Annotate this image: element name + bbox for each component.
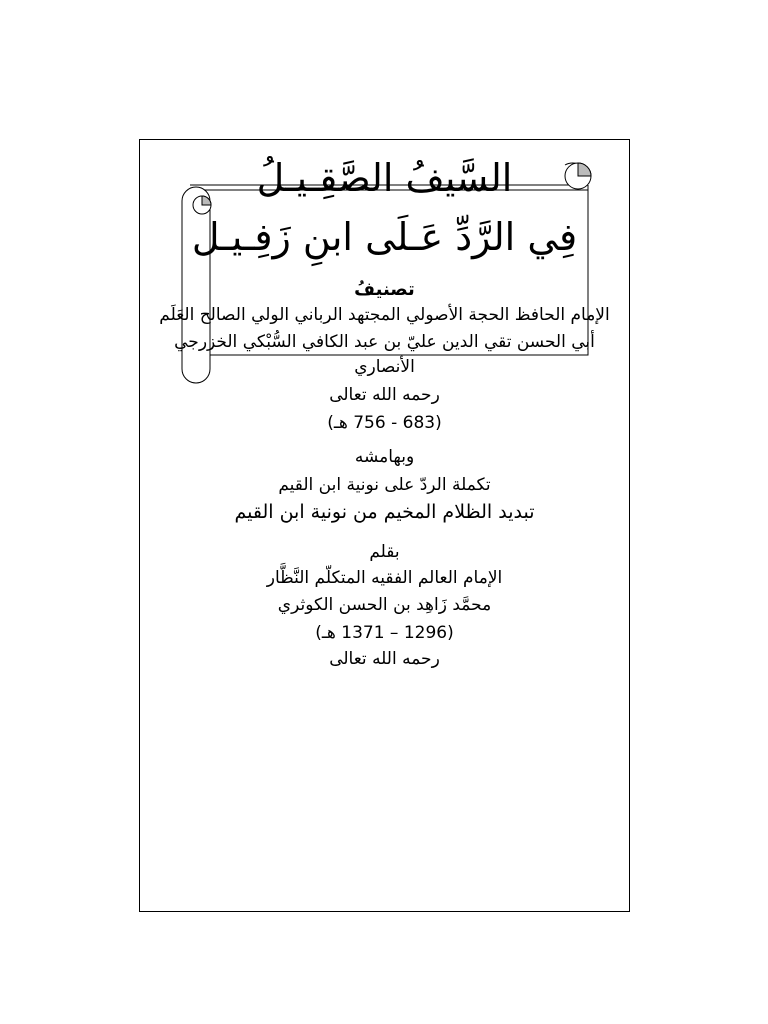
- book-title-line1: السَّيفُ الصَّقِـيـلُ: [256, 156, 513, 200]
- margin-label: وبهامشه: [354, 447, 415, 467]
- margin-work1: تكملة الردّ على نونية ابن القيم: [278, 475, 491, 495]
- margin-work2: تبديد الظلام المخيم من نونية ابن القيم: [234, 501, 535, 523]
- commentator-line2: محمَّد زَاهِد بن الحسن الكوثري: [277, 595, 492, 615]
- commentator-prayer: رحمه الله تعالى: [329, 649, 440, 669]
- book-title-line2: فِي الرَّدِّ عَـلَى ابنِ زَفِـيـل: [191, 215, 578, 259]
- author-line1: الإمام الحافظ الحجة الأصولي المجتهد الرباني الولي الصالح العَلَم: [159, 305, 610, 325]
- commentator-line1: الإمام العالم الفقيه المتكلّم النَّظَّار: [266, 568, 503, 588]
- commentator-label: بقلم: [369, 542, 400, 562]
- author-dates: (683 - 756 هـ): [327, 413, 442, 433]
- commentator-dates: (1296 – 1371 هـ): [315, 623, 454, 643]
- author-line2: أبي الحسن تقي الدين عليّ بن عبد الكافي السُّبْكي الخزرجي: [174, 332, 595, 352]
- author-line3: الأنصاري: [354, 357, 415, 377]
- author-prayer: رحمه الله تعالى: [329, 385, 440, 405]
- author-label: تصنيفُ: [354, 279, 415, 300]
